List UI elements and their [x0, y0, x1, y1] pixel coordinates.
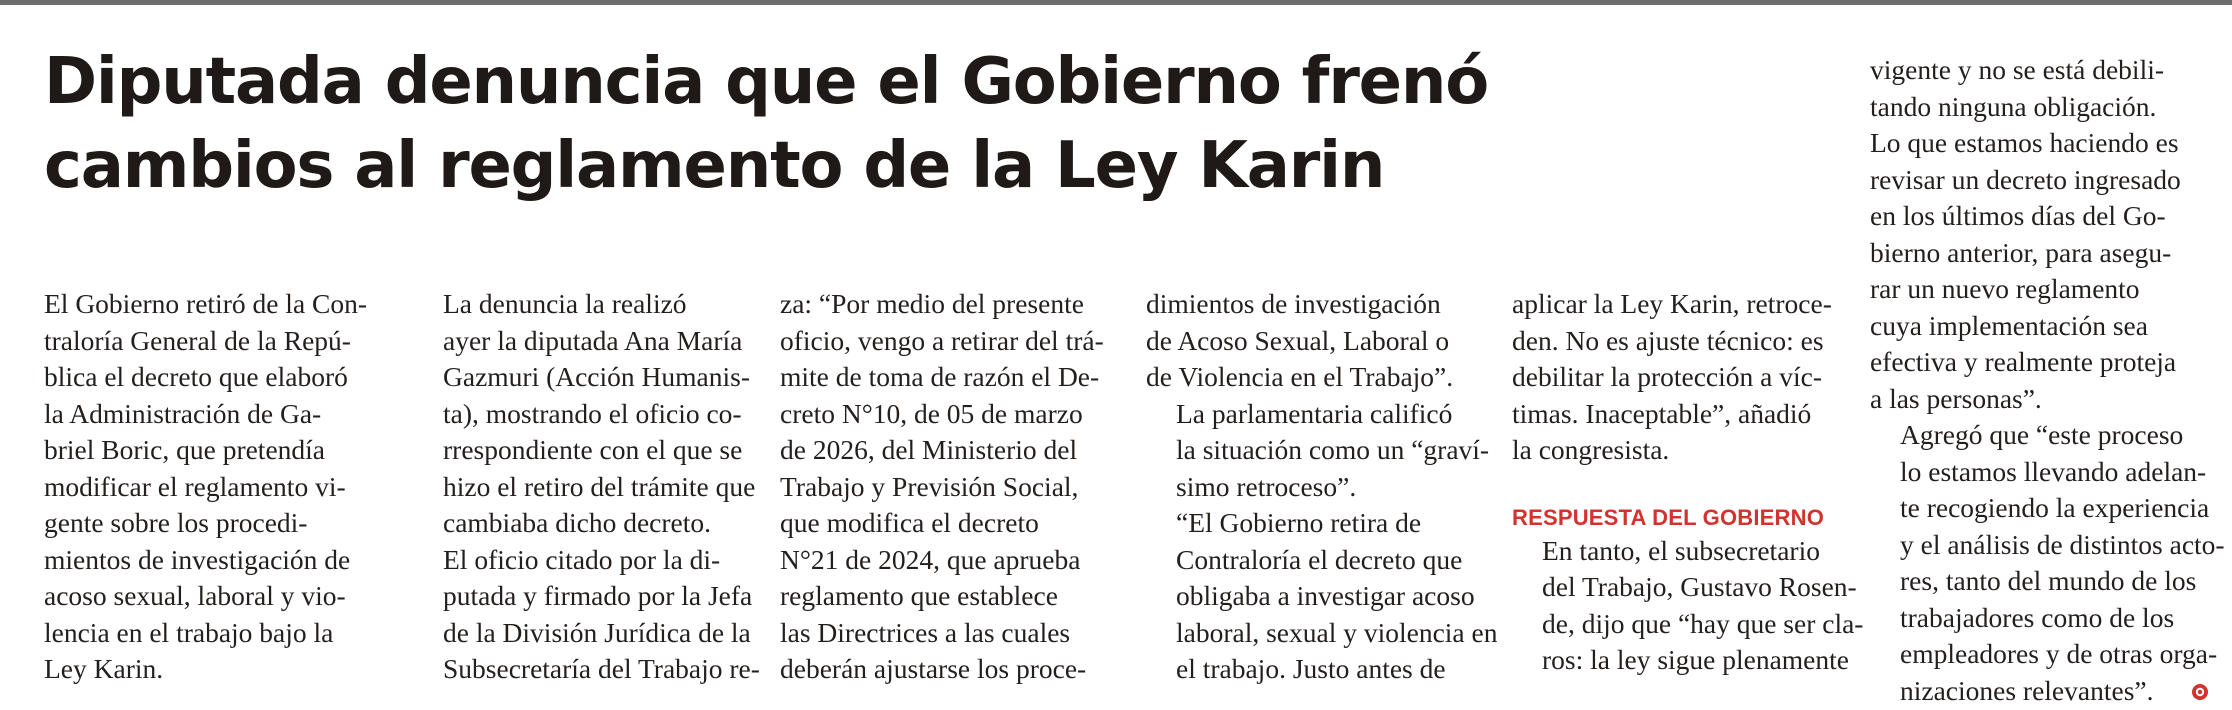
text-line: “El Gobierno retira de [1176, 507, 1422, 538]
text-line: y el análisis de distintos acto- [1900, 528, 2225, 560]
text-line: putada y firmado por la Jefa [443, 580, 753, 611]
article-paragraph [1512, 286, 1860, 469]
text-line: aplicar la Ley Karin, retroce- [1512, 288, 1832, 319]
text-line: simo retroceso”. [1176, 470, 1357, 502]
text-line: tando ninguna obligación. [1870, 90, 2157, 122]
text-line: N°21 de 2024, que aprueba [780, 543, 1081, 575]
text-line: dimientos de investigación [1146, 288, 1441, 319]
text-line: cambiaba dicho decreto. [443, 507, 711, 538]
article-paragraph [1146, 396, 1494, 506]
article-paragraph [44, 286, 392, 688]
article-column-3 [780, 286, 1128, 688]
text-line: ayer la diputada Ana María [443, 324, 743, 356]
text-line: las Directrices a las cuales [780, 616, 1071, 648]
text-line: Ley Karin. [44, 653, 164, 684]
text-line: El oficio citado por la di- [443, 543, 721, 575]
text-line: te recogiendo la experiencia [1900, 492, 2210, 523]
text-line: revisar un decreto ingresado [1870, 163, 2181, 195]
text-line: empleadores y de otras orga- [1900, 638, 2218, 669]
article-column-2 [413, 286, 761, 688]
text-line: hizo el retiro del trámite que [443, 470, 756, 502]
article-paragraph [1146, 286, 1494, 396]
text-line: res, tanto del mundo de los [1900, 565, 2197, 596]
text-line: la congresista. [1512, 434, 1670, 465]
article-paragraph [1512, 533, 1864, 679]
text-line: lencia en el trabajo bajo la [44, 616, 334, 648]
text-line: a las personas”. [1870, 382, 2042, 414]
text-line: timas. Inaceptable”, añadió [1512, 397, 1812, 429]
text-line: en los últimos días del Go- [1870, 200, 2166, 231]
text-line: que modifica el decreto [780, 507, 1039, 538]
text-line: modificar el reglamento vi- [44, 470, 346, 502]
article-paragraph [1870, 52, 2218, 417]
text-line: Agregó que “este proceso [1900, 419, 2184, 450]
article-headline [44, 40, 1844, 208]
headline-line: cambios al reglamento de la Ley Karin [44, 129, 1385, 203]
text-line: traloría General de la Repú- [44, 324, 351, 356]
text-line: debilitar la protección a víc- [1512, 361, 1822, 392]
headline-line: Diputada denuncia que el Gobierno frenó [44, 45, 1489, 119]
text-line: nizaciones relevantes”. [1900, 674, 2154, 706]
text-line: Trabajo y Previsión Social, [780, 470, 1079, 502]
text-line: acoso sexual, laboral y vio- [44, 580, 346, 611]
top-rule [0, 0, 2232, 5]
article-paragraph [1146, 505, 1498, 688]
text-line: efectiva y realmente proteja [1870, 346, 2177, 377]
text-line: briel Boric, que pretendía [44, 434, 326, 465]
section-subhead: RESPUESTA DEL GOBIERNO [1512, 504, 1825, 530]
end-of-article-circle-icon [2161, 674, 2179, 692]
text-line: bierno anterior, para asegu- [1870, 236, 2172, 268]
text-line: den. No es ajuste técnico: es [1512, 324, 1824, 356]
text-line: de 2026, del Ministerio del [780, 434, 1078, 465]
text-line: La parlamentaria calificó [1176, 397, 1453, 429]
text-line: La denuncia la realizó [443, 288, 687, 319]
text-line: mientos de investigación de [44, 543, 351, 575]
text-line: mite de toma de razón el De- [780, 361, 1100, 392]
article-paragraph [1870, 417, 2225, 709]
text-line: obligaba a investigar acoso [1176, 580, 1475, 611]
text-line: Contraloría el decreto que [1176, 543, 1463, 575]
text-line: za: “Por medio del presente [780, 288, 1084, 319]
text-line: de Acoso Sexual, Laboral o [1146, 324, 1450, 356]
text-line: Lo que estamos haciendo es [1870, 127, 2179, 158]
last-line-wrapper [1870, 673, 2218, 710]
text-line: ta), mostrando el oficio co- [443, 397, 742, 429]
text-line: vigente y no se está debili- [1870, 54, 2165, 85]
article-column-5 [1512, 286, 1864, 679]
text-line: El Gobierno retiró de la Con- [44, 288, 368, 319]
text-line: creto N°10, de 05 de marzo [780, 397, 1083, 429]
text-line: Subsecretaría del Trabajo re- [443, 653, 760, 684]
article-column-4 [1146, 286, 1498, 688]
text-line: trabajadores como de los [1900, 601, 2175, 633]
article-paragraph [413, 286, 761, 542]
article-column-1 [44, 286, 392, 688]
article-paragraph [780, 286, 1128, 688]
text-line: cuya implementación sea [1870, 309, 2148, 341]
text-line: rrespondiente con el que se [443, 434, 743, 465]
text-line: gente sobre los procedi- [44, 507, 308, 538]
text-line: la Administración de Ga- [44, 397, 322, 429]
text-line: de Violencia en el Trabajo”. [1146, 361, 1454, 392]
text-line: rar un nuevo reglamento [1870, 273, 2140, 304]
text-line: Gazmuri (Acción Humanis- [443, 361, 750, 392]
text-line: deberán ajustarse los proce- [780, 653, 1087, 684]
text-line: oficio, vengo a retirar del trá- [780, 324, 1104, 356]
text-line: de la División Jurídica de la [443, 616, 751, 648]
text-line: lo estamos llevando adelan- [1900, 455, 2207, 487]
text-line: reglamento que establece [780, 580, 1058, 611]
text-line: En tanto, el subsecretario [1542, 534, 1820, 566]
article-paragraph [413, 542, 761, 688]
text-line: laboral, sexual y violencia en [1176, 616, 1498, 648]
text-line: del Trabajo, Gustavo Rosen- [1542, 571, 1857, 602]
text-line: ros: la ley sigue plenamente [1542, 644, 1849, 675]
article-column-6 [1870, 52, 2225, 709]
text-line: el trabajo. Justo antes de [1176, 653, 1446, 684]
text-line: la situación como un “graví- [1176, 434, 1490, 465]
text-line: de, dijo que “hay que ser cla- [1542, 607, 1864, 639]
text-line: blica el decreto que elaboró [44, 361, 348, 392]
